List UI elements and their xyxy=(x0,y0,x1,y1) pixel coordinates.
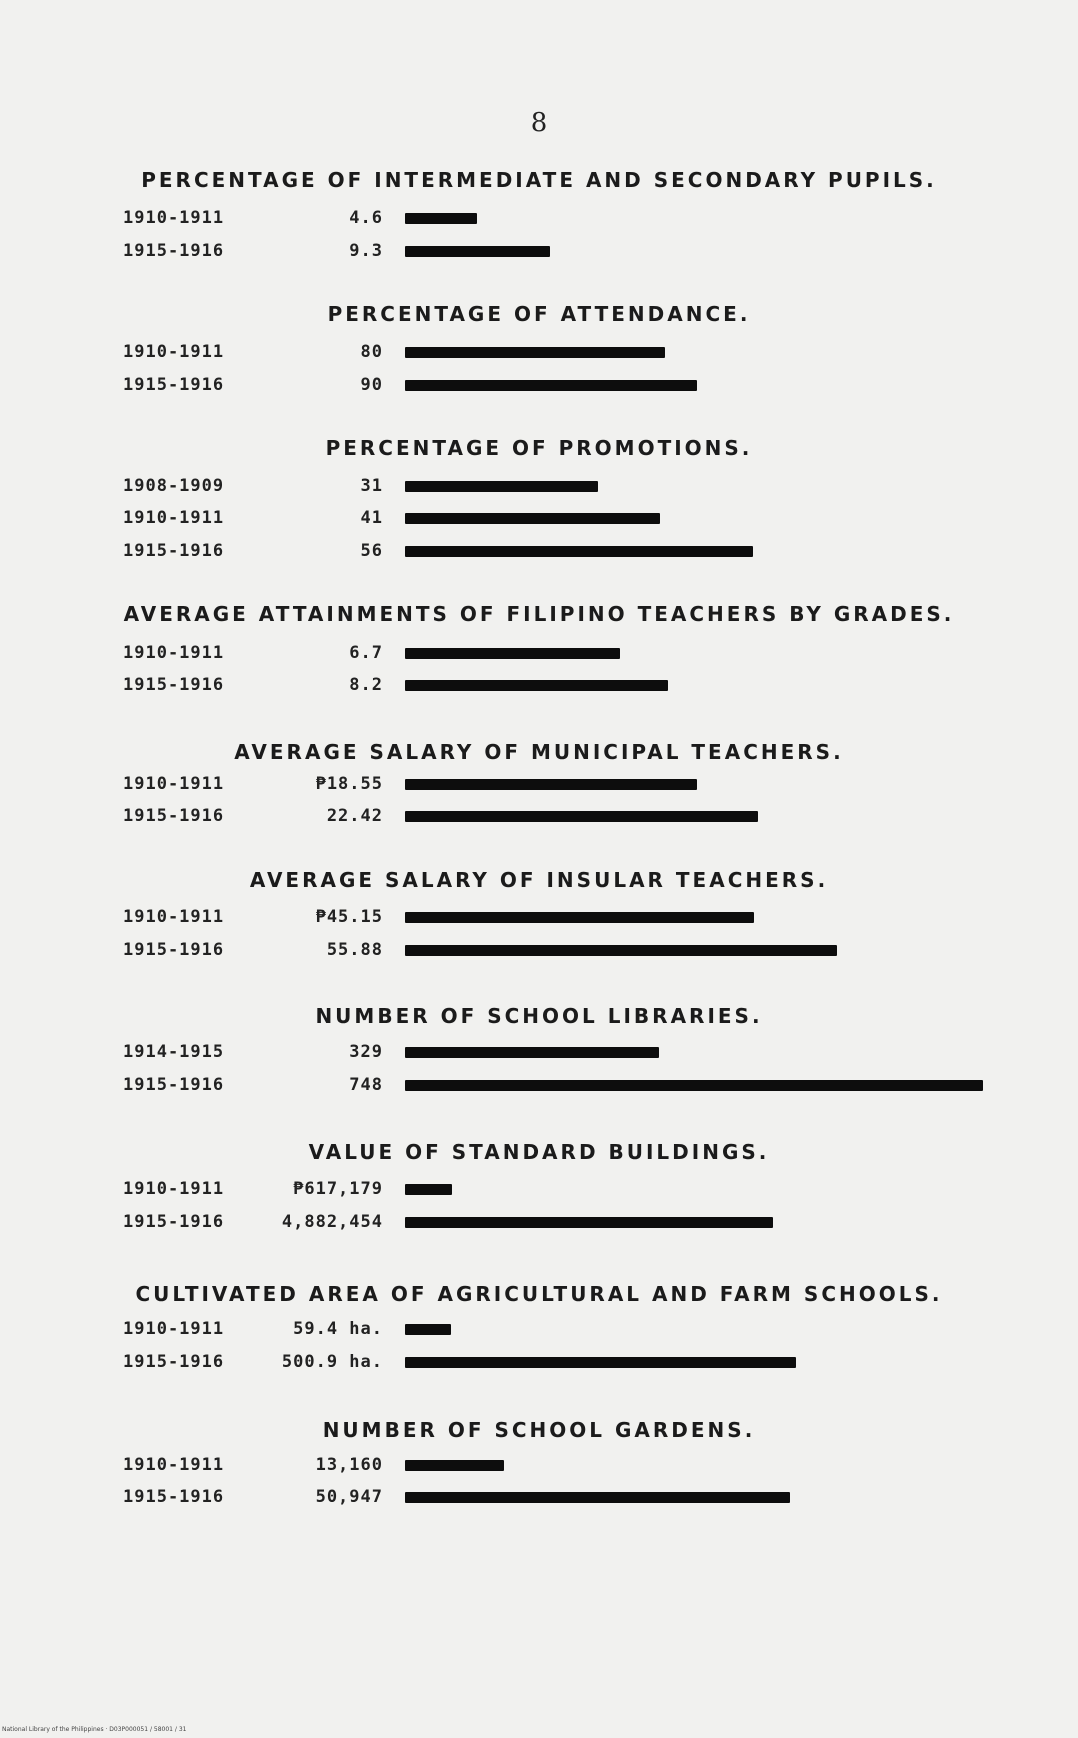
category-label: 1910-1911 xyxy=(123,643,225,663)
category-label: 1910-1911 xyxy=(123,1455,225,1475)
bar xyxy=(405,1357,796,1368)
category-label: 1915-1916 xyxy=(123,1487,225,1507)
category-label: 1915-1916 xyxy=(123,375,225,395)
value-label: 13,160 xyxy=(315,1455,383,1475)
bar xyxy=(405,1080,983,1091)
value-label: 4.6 xyxy=(349,208,383,228)
chart-title: AVERAGE ATTAINMENTS OF FILIPINO TEACHERS BY GRADES. xyxy=(123,602,955,626)
bar xyxy=(405,213,477,224)
value-label: 748 xyxy=(349,1075,383,1095)
bar xyxy=(405,912,754,923)
bar xyxy=(405,481,598,492)
category-label: 1914-1915 xyxy=(123,1042,225,1062)
category-label: 1915-1916 xyxy=(123,675,225,695)
chart-title: NUMBER OF SCHOOL GARDENS. xyxy=(322,1418,756,1442)
category-label: 1910-1911 xyxy=(123,1319,225,1339)
category-label: 1915-1916 xyxy=(123,806,225,826)
category-label: 1915-1916 xyxy=(123,541,225,561)
chart-title: PERCENTAGE OF INTERMEDIATE AND SECONDARY PUPILS. xyxy=(141,168,937,192)
category-label: 1915-1916 xyxy=(123,241,225,261)
bar xyxy=(405,648,620,659)
value-label: 500.9 ha. xyxy=(281,1352,383,1372)
value-label: 59.4 ha. xyxy=(293,1319,383,1339)
value-label: 41 xyxy=(360,508,383,528)
bar xyxy=(405,1460,504,1471)
value-label: 9.3 xyxy=(349,241,383,261)
value-label: 50,947 xyxy=(315,1487,383,1507)
category-label: 1915-1916 xyxy=(123,940,225,960)
footer-credit: National Library of the Philippines · D03P000051 / 58001 / 31 xyxy=(2,1726,187,1733)
bar xyxy=(405,1184,452,1195)
category-label: 1910-1911 xyxy=(123,1179,225,1199)
value-label: 90 xyxy=(360,375,383,395)
value-label: 329 xyxy=(349,1042,383,1062)
value-label: ₱18.55 xyxy=(315,774,383,794)
category-label: 1908-1909 xyxy=(123,476,225,496)
chart-title: AVERAGE SALARY OF MUNICIPAL TEACHERS. xyxy=(234,740,844,764)
value-label: 31 xyxy=(360,476,383,496)
bar xyxy=(405,1324,451,1335)
value-label: 8.2 xyxy=(349,675,383,695)
bar xyxy=(405,779,697,790)
value-label: 56 xyxy=(360,541,383,561)
value-label: ₱45.15 xyxy=(315,907,383,927)
category-label: 1910-1911 xyxy=(123,508,225,528)
chart-title: AVERAGE SALARY OF INSULAR TEACHERS. xyxy=(249,868,829,892)
category-label: 1910-1911 xyxy=(123,208,225,228)
bar xyxy=(405,546,753,557)
value-label: 55.88 xyxy=(326,940,383,960)
category-label: 1915-1916 xyxy=(123,1075,225,1095)
value-label: 80 xyxy=(360,342,383,362)
bar xyxy=(405,380,697,391)
bar xyxy=(405,246,550,257)
bar xyxy=(405,1492,790,1503)
category-label: 1910-1911 xyxy=(123,907,225,927)
bar xyxy=(405,1217,773,1228)
value-label: 6.7 xyxy=(349,643,383,663)
page-number: 8 xyxy=(530,108,548,138)
chart-title: PERCENTAGE OF ATTENDANCE. xyxy=(327,302,751,326)
value-label: 22.42 xyxy=(326,806,383,826)
bar xyxy=(405,347,665,358)
bar xyxy=(405,945,837,956)
chart-title: PERCENTAGE OF PROMOTIONS. xyxy=(325,436,753,460)
bar xyxy=(405,680,668,691)
category-label: 1910-1911 xyxy=(123,774,225,794)
category-label: 1915-1916 xyxy=(123,1352,225,1372)
bar xyxy=(405,811,758,822)
value-label: 4,882,454 xyxy=(281,1212,383,1232)
value-label: ₱617,179 xyxy=(293,1179,383,1199)
bar xyxy=(405,1047,659,1058)
bar xyxy=(405,513,660,524)
category-label: 1910-1911 xyxy=(123,342,225,362)
chart-title: NUMBER OF SCHOOL LIBRARIES. xyxy=(315,1004,763,1028)
chart-title: VALUE OF STANDARD BUILDINGS. xyxy=(308,1140,770,1164)
chart-title: CULTIVATED AREA OF AGRICULTURAL AND FARM SCHOOLS. xyxy=(135,1282,943,1306)
category-label: 1915-1916 xyxy=(123,1212,225,1232)
